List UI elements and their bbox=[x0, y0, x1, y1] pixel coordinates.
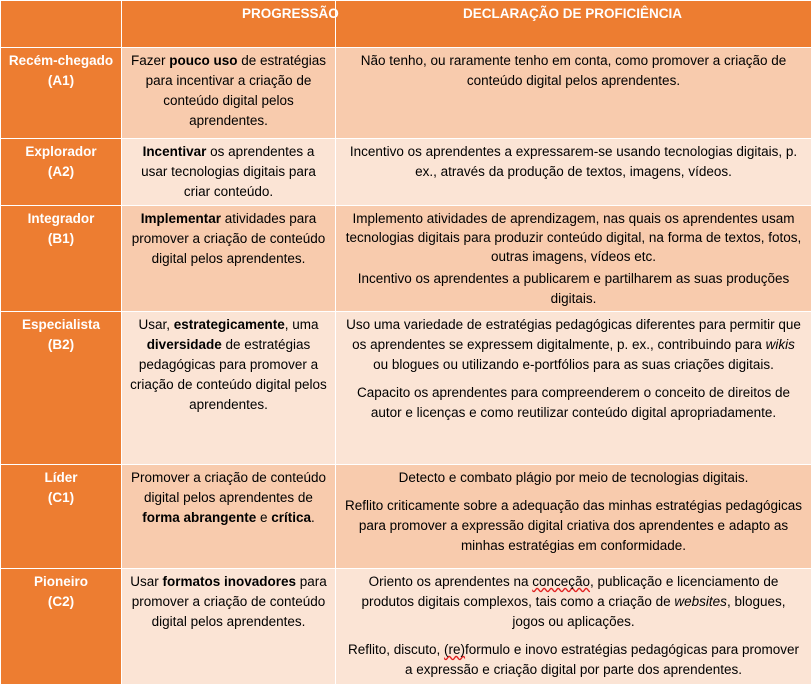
header-progression: PROGRESSÃO bbox=[122, 1, 336, 48]
progression-cell: Promover a criação de conteúdo digital pelos aprendentes de forma abrangente e crítica. bbox=[122, 465, 336, 569]
table-row bbox=[1, 465, 812, 569]
level-cell bbox=[1, 48, 122, 139]
level-code: (B2) bbox=[47, 337, 75, 352]
progression-cell: Fazer pouco uso de estratégias para incentivar a criação de conteúdo digital pelos aprendentes. bbox=[122, 48, 336, 139]
proficiency-cell bbox=[336, 206, 812, 312]
level-name: Especialista bbox=[21, 317, 101, 332]
emphasis: diversidade bbox=[146, 337, 222, 352]
progression-cell: Implementar atividades para promover a criação de conteúdo digital pelos aprendentes. bbox=[122, 206, 336, 312]
table-row bbox=[1, 206, 812, 312]
spellcheck-underline: (re) bbox=[444, 642, 466, 657]
table-row bbox=[1, 312, 812, 465]
emphasis: Incentivar bbox=[142, 144, 207, 159]
emphasis: forma abrangente bbox=[142, 510, 257, 525]
statement: Implemento atividades de aprendizagem, nas quais os aprendentes usam tecnologias digitais para produzir conteúdo digital, na forma de textos, fotos, outras imagens, vídeos etc. bbox=[345, 211, 802, 264]
italic-term: wikis bbox=[765, 337, 795, 352]
level-cell bbox=[1, 206, 122, 312]
proficiency-cell bbox=[336, 312, 812, 465]
emphasis: crítica bbox=[271, 510, 312, 525]
statement: Detecto e combato plágio por meio de tecnologias digitais. bbox=[398, 470, 749, 485]
progression-cell: Incentivar os aprendentes a usar tecnologias digitais para criar conteúdo. bbox=[122, 139, 336, 206]
spellcheck-underline: conceção bbox=[532, 574, 591, 589]
emphasis: formatos inovadores bbox=[162, 574, 296, 589]
statement: Oriento os aprendentes na conceção, publicação e licenciamento de produtos digitais complexos, tais como a criação de websites, blogues, jogos ou aplicações. bbox=[361, 574, 786, 629]
level-code: (A1) bbox=[47, 73, 75, 88]
progression-cell: Usar formatos inovadores para promover a criação de conteúdo digital pelos aprendentes. bbox=[122, 569, 336, 685]
emphasis: Implementar bbox=[140, 211, 221, 226]
table-row bbox=[1, 48, 812, 139]
level-name: Recém-chegado bbox=[8, 53, 114, 68]
statement: Uso uma variedade de estratégias pedagógicas diferentes para permitir que os aprendentes se expressem digitalmente, p. ex., contribuindo para wikis ou blogues ou utilizando e-portfólios para as suas criações digitais. bbox=[346, 317, 801, 372]
level-name: Integrador bbox=[27, 211, 95, 226]
proficiency-cell bbox=[336, 48, 812, 139]
level-name: Pioneiro bbox=[33, 574, 88, 589]
level-code: (C2) bbox=[47, 594, 75, 609]
emphasis: estrategicamente bbox=[173, 317, 285, 332]
level-name: Líder bbox=[44, 470, 78, 485]
proficiency-cell bbox=[336, 139, 812, 206]
statement: Incentivo os aprendentes a publicarem e partilharem as suas produções digitais. bbox=[357, 271, 790, 306]
header-row bbox=[1, 1, 812, 48]
italic-term: websites bbox=[674, 594, 727, 609]
level-cell bbox=[1, 569, 122, 685]
level-cell bbox=[1, 139, 122, 206]
statement: Reflito criticamente sobre a adequação das minhas estratégias pedagógicas para promover a expressão digital criativa dos aprendentes e adapto as minhas estratégias em conformidade. bbox=[344, 498, 803, 553]
statement: Não tenho, ou raramente tenho em conta, como promover a criação de conteúdo digital pelos aprendentes. bbox=[360, 53, 787, 88]
emphasis: pouco uso bbox=[169, 53, 238, 68]
proficiency-cell bbox=[336, 465, 812, 569]
statement: Incentivo os aprendentes a expressarem-se usando tecnologias digitais, p. ex., através da produção de textos, imagens, vídeos. bbox=[349, 144, 798, 179]
level-cell bbox=[1, 312, 122, 465]
progression-cell: Usar, estrategicamente, uma diversidade de estratégias pedagógicas para promover a criação de conteúdo digital pelos aprendentes. bbox=[122, 312, 336, 465]
table-row bbox=[1, 569, 812, 685]
proficiency-cell bbox=[336, 569, 812, 685]
level-cell bbox=[1, 465, 122, 569]
header-proficiency: DECLARAÇÃO DE PROFICIÊNCIA bbox=[336, 1, 812, 48]
header-level-cell bbox=[1, 1, 122, 48]
level-code: (B1) bbox=[47, 231, 75, 246]
level-name: Explorador bbox=[25, 144, 97, 159]
table-row bbox=[1, 139, 812, 206]
level-code: (A2) bbox=[47, 164, 75, 179]
statement: Reflito, discuto, (re)formulo e inovo estratégias pedagógicas para promover a expressão e criação digital por parte dos aprendentes. bbox=[348, 642, 799, 677]
statement: Capacito os aprendentes para compreenderem o conceito de direitos de autor e licenças e como reutilizar conteúdo digital apropriadamente. bbox=[356, 385, 790, 420]
level-code: (C1) bbox=[47, 490, 75, 505]
